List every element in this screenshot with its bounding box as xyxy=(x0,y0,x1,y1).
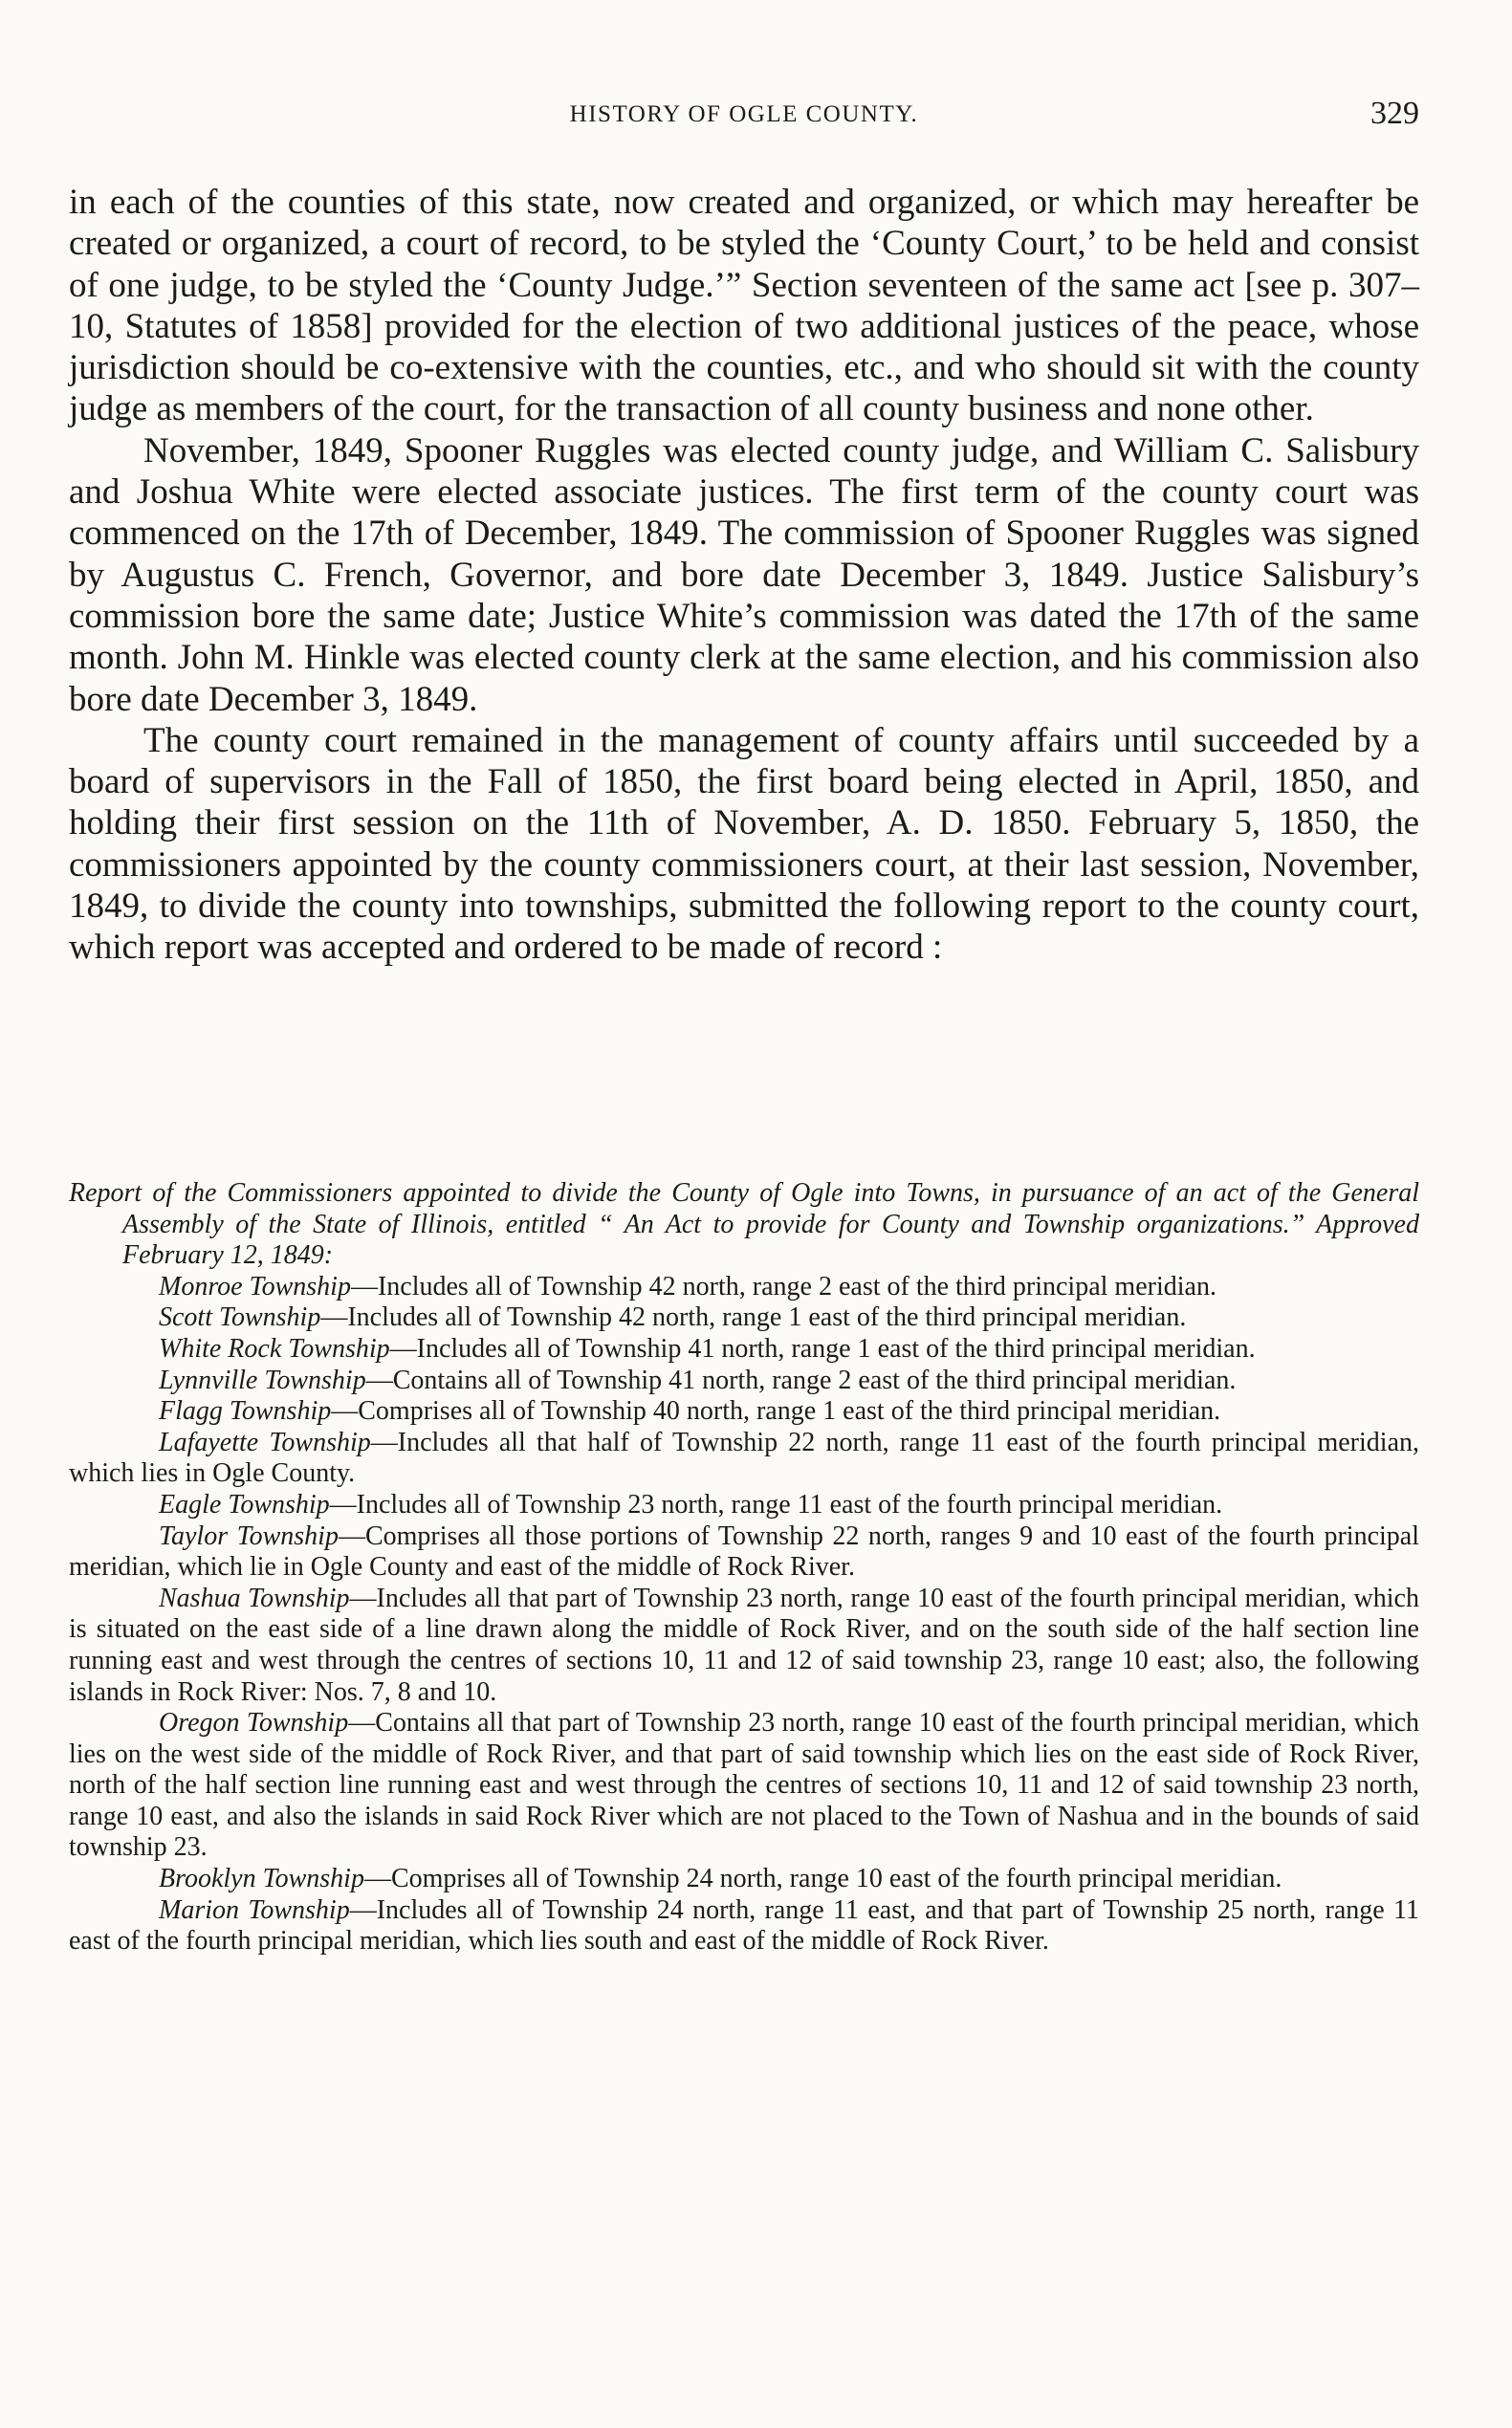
paragraph-township-report: The county court remained in the management of county affairs until succeeded by a board of supervisors in the Fall of 1850, the first board being elected in April, 1850, and holding their first session on the 11th of November, A. D. 1850. February 5, 1850, the commissioners appointed by the county commissioners court, at their last session, November, 1849, to divide the county into townships, submitted the following report to the county court, which report was accepted and ordered to be made of record : xyxy=(69,720,1419,968)
page-number: 329 xyxy=(1370,96,1419,131)
township-entry xyxy=(69,1864,1419,1895)
township-description: —Contains all of Township 41 north, range 2 east of the third principal meridian. xyxy=(365,1365,1237,1395)
township-description: —Includes all that part of Township 23 north, range 10 east of the fourth principal meridian, which is situated on the east side of a line drawn along the middle of Rock River, and on the south side of the half section line running east and west through the centres of sections 10, 11 and 12 of said township 23, range 10 east; also, the following islands in Rock River: Nos. 7, 8 and 10. xyxy=(69,1583,1419,1707)
township-entry xyxy=(69,1272,1419,1303)
township-name: Lynnville Township xyxy=(159,1365,366,1395)
report-approved-date: Approved February 12, 1849: xyxy=(122,1209,1419,1271)
running-title: HISTORY OF OGLE COUNTY. xyxy=(569,101,919,127)
township-entry xyxy=(69,1428,1419,1490)
body-text xyxy=(69,182,1419,969)
township-name: Taylor Township xyxy=(159,1520,339,1551)
township-description: —Includes all of Township 41 north, range 1 east of the third principal meridian. xyxy=(389,1333,1256,1364)
township-description: —Includes all of Township 42 north, range 1 east of the third principal meridian. xyxy=(320,1302,1187,1333)
township-name: White Rock Township xyxy=(159,1333,390,1364)
township-entry xyxy=(69,1334,1419,1366)
township-entry xyxy=(69,1708,1419,1864)
report-heading xyxy=(69,1178,1419,1272)
township-description: —Includes all of Township 23 north, range 11 east of the fourth principal meridian. xyxy=(329,1489,1223,1520)
township-description: —Includes all of Township 24 north, range 11 east, and that part of Township 25 north, range 11 east of the fourth principal meridian, which lies south and east of the middle of Rock River. xyxy=(69,1894,1419,1957)
township-entry xyxy=(69,1895,1419,1958)
township-entry xyxy=(69,1521,1419,1584)
commissioners-report xyxy=(69,1178,1419,1958)
township-description: —Comprises all of Township 40 north, range 1 east of the third principal meridian. xyxy=(331,1396,1221,1427)
township-name: Flagg Township xyxy=(159,1396,332,1427)
township-list xyxy=(69,1272,1419,1958)
paragraph-county-court-act: in each of the counties of this state, now created and organized, or which may hereafter be created or organized, a court of record, to be styled the ‘County Court,’ to be held and consist of one judge, to be styled the ‘County Judge.’” Section seventeen of the same act [see p. 307–10, Statutes of 1858] provided for the election of two additional justices of the peace, whose jurisdiction should be co-extensive with the counties, etc., and who should sit with the county judge as members of the court, for the transaction of all county business and none other. xyxy=(69,183,1419,429)
township-description: —Includes all of Township 42 north, range 2 east of the third principal meridian. xyxy=(350,1271,1216,1301)
township-name: Brooklyn Township xyxy=(159,1864,364,1894)
township-name: Marion Township xyxy=(159,1894,350,1925)
township-name: Eagle Township xyxy=(159,1489,330,1520)
township-description: —Comprises all of Township 24 north, range 10 east of the fourth principal meridian. xyxy=(363,1864,1282,1894)
township-description: —Includes all that half of Township 22 north, range 11 east of the fourth principal meridian, which lies in Ogle County. xyxy=(69,1427,1419,1489)
township-entry xyxy=(69,1396,1419,1428)
report-heading-title: Report of the Commissioners appointed to divide the County of Ogle into Towns, in pursuance of an act of the General Assembly of the State of Illinois, entitled “ An Act to provide for County and Township organizations.” xyxy=(69,1178,1419,1239)
township-name: Nashua Township xyxy=(159,1583,350,1613)
township-entry xyxy=(69,1584,1419,1708)
township-name: Scott Township xyxy=(159,1302,321,1333)
township-entry xyxy=(69,1302,1419,1334)
township-description: —Comprises all those portions of Township 22 north, ranges 9 and 10 east of the fourth principal meridian, which lie in Ogle County and east of the middle of Rock River. xyxy=(69,1520,1419,1583)
running-head xyxy=(69,96,1419,143)
township-name: Monroe Township xyxy=(159,1271,351,1301)
township-description: —Contains all that part of Township 23 north, range 10 east of the fourth principal meridian, which lies on the west side of the middle of Rock River, and that part of said township which lies on the east side of Rock River, north of the half section line running east and west through the centres of sections 10, 11 and 12 of said township 23 north, range 10 east, and also the islands in said Rock River which are not placed to the Town of Nashua and in the bounds of said township 23. xyxy=(69,1708,1419,1863)
township-name: Lafayette Township xyxy=(159,1427,371,1457)
paragraph-election-1849: November, 1849, Spooner Ruggles was elected county judge, and William C. Salisbury and Joshua White were elected associate justices. The first term of the county court was commenced on the 17th of December, 1849. The commission of Spooner Ruggles was signed by Augustus C. French, Governor, and bore date December 3, 1849. Justice Salisbury’s commission bore the same date; Justice White’s commission was dated the 17th of the same month. John M. Hinkle was elected county clerk at the same election, and his commission also bore date December 3, 1849. xyxy=(69,430,1419,719)
township-name: Oregon Township xyxy=(159,1708,349,1739)
township-entry xyxy=(69,1490,1419,1521)
township-entry xyxy=(69,1366,1419,1397)
